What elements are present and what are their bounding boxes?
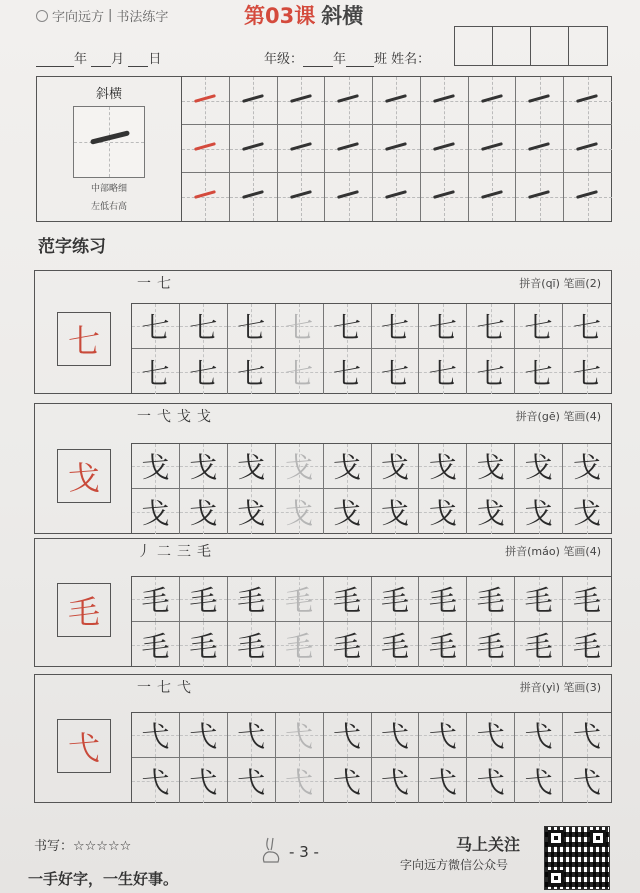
char-block: [34, 403, 612, 534]
model-character: 戈: [57, 449, 111, 503]
practice-cell[interactable]: [419, 444, 467, 489]
practice-cell[interactable]: [419, 489, 467, 534]
practice-char: 弋: [237, 765, 266, 799]
practice-cell[interactable]: [132, 577, 180, 622]
stroke-cell[interactable]: [278, 77, 326, 125]
practice-cell[interactable]: [372, 489, 420, 534]
stroke-demo: [37, 77, 182, 221]
lesson-title: [244, 0, 363, 30]
stroke-count: 笔画(3): [563, 681, 601, 694]
practice-char: 弋: [141, 765, 170, 799]
practice-cell[interactable]: [228, 758, 276, 803]
stroke-order: 一弋戈戈: [137, 409, 217, 425]
practice-char: 毛: [189, 584, 218, 617]
char-block: [34, 538, 612, 667]
practice-char: 毛: [428, 629, 457, 663]
practice-char: 戈: [285, 496, 314, 530]
practice-cell[interactable]: [372, 444, 420, 489]
practice-cell[interactable]: [324, 758, 372, 803]
practice-char: 七: [476, 356, 505, 390]
practice-cell[interactable]: [563, 489, 611, 534]
motto: 一手好字，一生好事。: [28, 870, 179, 888]
stroke-cell[interactable]: [516, 173, 564, 221]
stroke-order: 丿二三毛: [137, 544, 217, 560]
practice-cell[interactable]: [276, 622, 324, 667]
stroke-cell[interactable]: [564, 173, 612, 221]
practice-char: 弋: [285, 720, 314, 753]
practice-cell[interactable]: [467, 349, 515, 394]
practice-cell[interactable]: [515, 577, 563, 622]
practice-cell[interactable]: [180, 622, 228, 667]
stroke-cell[interactable]: [325, 173, 373, 221]
practice-cell[interactable]: [515, 489, 563, 534]
stroke-cell[interactable]: [469, 77, 517, 125]
rating: 书写：☆☆☆☆☆: [34, 839, 132, 854]
practice-char: 毛: [285, 584, 314, 617]
practice-char: 戈: [380, 451, 409, 484]
practice-char: 戈: [476, 451, 505, 484]
char-meta: [516, 408, 601, 424]
practice-char: 弋: [428, 720, 457, 753]
practice-char: 弋: [189, 720, 218, 753]
practice-cell[interactable]: [132, 444, 180, 489]
practice-char: 戈: [237, 451, 266, 484]
practice-char: 毛: [573, 584, 602, 617]
stroke-cell[interactable]: [373, 125, 421, 173]
practice-char: 弋: [573, 720, 602, 753]
practice-char: 戈: [333, 496, 362, 530]
practice-cell[interactable]: [372, 577, 420, 622]
practice-char: 七: [237, 311, 266, 344]
practice-cell[interactable]: [563, 622, 611, 667]
practice-char: 毛: [524, 584, 553, 617]
practice-cell[interactable]: [180, 349, 228, 394]
practice-char: 毛: [333, 629, 362, 663]
practice-char: 弋: [428, 765, 457, 799]
stroke-name: 斜横: [95, 87, 122, 102]
practice-cell[interactable]: [372, 622, 420, 667]
char-block: [34, 674, 612, 803]
practice-char: 七: [333, 311, 362, 344]
practice-char: 弋: [333, 765, 362, 799]
name-boxes[interactable]: [454, 26, 608, 66]
stroke-panel: [36, 76, 612, 222]
practice-char: 弋: [476, 765, 505, 799]
practice-char: 七: [428, 356, 457, 390]
practice-char: 弋: [380, 720, 409, 753]
practice-char: 毛: [285, 629, 314, 663]
stroke-count: 笔画(2): [563, 277, 601, 290]
practice-cell[interactable]: [276, 577, 324, 622]
practice-cell[interactable]: [563, 577, 611, 622]
practice-cell[interactable]: [324, 489, 372, 534]
stroke-cell[interactable]: [469, 173, 517, 221]
practice-cell[interactable]: [228, 349, 276, 394]
practice-cell[interactable]: [467, 622, 515, 667]
stroke-count: 笔画(4): [563, 545, 601, 558]
class-blank[interactable]: [346, 53, 374, 67]
stroke-note-1: 中部略细: [90, 184, 127, 194]
brand-circle-icon: [36, 10, 48, 22]
practice-char: 弋: [333, 720, 362, 753]
practice-cell[interactable]: [372, 349, 420, 394]
practice-char: 戈: [524, 496, 553, 530]
practice-char: 七: [333, 356, 362, 390]
practice-cell[interactable]: [467, 444, 515, 489]
practice-cell[interactable]: [228, 713, 276, 758]
char-meta: [519, 275, 601, 291]
practice-cell[interactable]: [132, 622, 180, 667]
practice-char: 戈: [428, 451, 457, 484]
practice-char: 毛: [524, 629, 553, 663]
practice-cell[interactable]: [563, 304, 611, 349]
practice-char: 毛: [380, 584, 409, 617]
practice-char: 毛: [333, 584, 362, 617]
practice-cell[interactable]: [180, 304, 228, 349]
practice-char: 弋: [573, 765, 602, 799]
model-character: 七: [57, 312, 111, 366]
practice-char: 戈: [141, 451, 170, 484]
practice-cell[interactable]: [419, 758, 467, 803]
month-blank[interactable]: [91, 53, 111, 67]
brand-name-2: 书法练字: [116, 10, 169, 25]
practice-char: 七: [285, 356, 314, 390]
practice-char: 七: [285, 311, 314, 344]
practice-cell[interactable]: [180, 758, 228, 803]
wechat-text: 字向远方微信公众号: [400, 858, 509, 872]
practice-cell[interactable]: [228, 444, 276, 489]
practice-char: 七: [428, 311, 457, 344]
practice-char: 戈: [237, 496, 266, 530]
practice-char: 弋: [524, 720, 553, 753]
practice-char: 弋: [189, 765, 218, 799]
practice-char: 弋: [380, 765, 409, 799]
stroke-cell[interactable]: [182, 125, 230, 173]
practice-cell[interactable]: [228, 304, 276, 349]
practice-char: 戈: [428, 496, 457, 530]
brand-logo: 字向远方 | 书法练字: [36, 6, 168, 25]
practice-cell[interactable]: [324, 713, 372, 758]
practice-cell[interactable]: [324, 349, 372, 394]
day-blank[interactable]: [128, 53, 148, 67]
qr-code: [544, 826, 610, 890]
practice-char: 弋: [476, 720, 505, 753]
practice-cell[interactable]: [467, 577, 515, 622]
practice-cell[interactable]: [467, 489, 515, 534]
practice-char: 毛: [380, 629, 409, 663]
stroke-cell[interactable]: [564, 125, 612, 173]
practice-cell[interactable]: [515, 444, 563, 489]
practice-cell[interactable]: [515, 304, 563, 349]
stroke-cell[interactable]: [230, 77, 278, 125]
practice-cell[interactable]: [276, 758, 324, 803]
practice-char: 戈: [524, 451, 553, 484]
pinyin: 拼音(gē): [515, 410, 560, 423]
practice-char: 毛: [237, 584, 266, 617]
practice-char: 毛: [189, 629, 218, 663]
pinyin: 拼音(yì): [519, 681, 560, 694]
practice-cell[interactable]: [132, 489, 180, 534]
char-meta: [505, 543, 601, 559]
practice-cell[interactable]: [228, 577, 276, 622]
stroke-cell[interactable]: [278, 125, 326, 173]
practice-char: 弋: [524, 765, 553, 799]
stroke-cell[interactable]: [373, 77, 421, 125]
practice-cell[interactable]: [276, 489, 324, 534]
year-blank[interactable]: [36, 53, 74, 67]
practice-cell[interactable]: [372, 304, 420, 349]
stroke-cell[interactable]: [182, 77, 230, 125]
pinyin: 拼音(máo): [505, 545, 560, 558]
practice-cell[interactable]: [276, 444, 324, 489]
char-block: [34, 270, 612, 394]
practice-char: 毛: [476, 584, 505, 617]
char-meta: [520, 679, 601, 695]
practice-char: 弋: [141, 720, 170, 753]
stroke-cell[interactable]: [230, 125, 278, 173]
lesson-name: 斜横: [321, 4, 364, 28]
practice-cell[interactable]: [563, 758, 611, 803]
grade-blank[interactable]: [303, 53, 333, 67]
page-number: - 3 -: [289, 843, 319, 861]
practice-char: 戈: [573, 496, 602, 530]
practice-char: 毛: [573, 629, 602, 663]
practice-char: 毛: [476, 629, 505, 663]
practice-cell[interactable]: [228, 622, 276, 667]
practice-char: 戈: [573, 451, 602, 484]
practice-cell[interactable]: [467, 713, 515, 758]
practice-cell[interactable]: [132, 713, 180, 758]
practice-cell[interactable]: [276, 304, 324, 349]
practice-char: 七: [189, 311, 218, 344]
lesson-number: 第03课: [244, 4, 316, 28]
practice-char: 弋: [237, 720, 266, 753]
stroke-cell[interactable]: [230, 173, 278, 221]
stroke-demo-box: [73, 106, 145, 178]
stroke-cell[interactable]: [516, 125, 564, 173]
stroke-cell[interactable]: [182, 173, 230, 221]
practice-char: 戈: [476, 496, 505, 530]
practice-cell[interactable]: [372, 713, 420, 758]
stroke-cell[interactable]: [564, 77, 612, 125]
practice-cell[interactable]: [180, 489, 228, 534]
practice-grid[interactable]: [131, 576, 611, 667]
stroke-practice-grid[interactable]: [182, 77, 612, 221]
stroke-note-2: 左低右高: [90, 202, 127, 212]
practice-cell[interactable]: [132, 304, 180, 349]
practice-char: 七: [524, 356, 553, 390]
practice-cell[interactable]: [419, 577, 467, 622]
practice-char: 七: [524, 311, 553, 344]
stroke-cell[interactable]: [325, 125, 373, 173]
practice-char: 戈: [189, 451, 218, 484]
practice-char: 戈: [141, 496, 170, 530]
practice-char: 弋: [285, 765, 314, 799]
brand-name: 字向远方: [52, 10, 105, 25]
practice-cell[interactable]: [276, 349, 324, 394]
practice-char: 七: [380, 311, 409, 344]
practice-char: 七: [141, 356, 170, 390]
practice-char: 毛: [141, 584, 170, 617]
practice-cell[interactable]: [180, 713, 228, 758]
practice-cell[interactable]: [324, 304, 372, 349]
practice-cell[interactable]: [419, 713, 467, 758]
practice-char: 七: [476, 311, 505, 344]
practice-char: 毛: [237, 629, 266, 663]
stroke-cell[interactable]: [421, 173, 469, 221]
stroke-cell[interactable]: [516, 77, 564, 125]
practice-grid[interactable]: [131, 303, 611, 394]
stroke-cell[interactable]: [421, 77, 469, 125]
stroke-count: 笔画(4): [563, 410, 601, 423]
practice-cell[interactable]: [515, 622, 563, 667]
practice-char: 戈: [189, 496, 218, 530]
practice-cell[interactable]: [132, 349, 180, 394]
practice-char: 戈: [380, 496, 409, 530]
date-line: 年 月 日: [36, 48, 161, 67]
practice-char: 七: [141, 311, 170, 344]
stroke-cell[interactable]: [325, 77, 373, 125]
practice-char: 戈: [333, 451, 362, 484]
practice-cell[interactable]: [324, 622, 372, 667]
stroke-cell[interactable]: [278, 173, 326, 221]
practice-cell[interactable]: [180, 577, 228, 622]
practice-cell[interactable]: [467, 304, 515, 349]
practice-grid[interactable]: [131, 443, 611, 534]
practice-cell[interactable]: [180, 444, 228, 489]
practice-cell[interactable]: [515, 758, 563, 803]
practice-cell[interactable]: [563, 713, 611, 758]
practice-cell[interactable]: [515, 349, 563, 394]
practice-cell[interactable]: [372, 758, 420, 803]
practice-cell[interactable]: [228, 489, 276, 534]
practice-cell[interactable]: [276, 713, 324, 758]
practice-char: 七: [380, 356, 409, 390]
class-line: 年级： 年 班 姓名：: [264, 52, 431, 67]
practice-cell[interactable]: [515, 713, 563, 758]
practice-char: 七: [573, 311, 602, 344]
practice-cell[interactable]: [563, 444, 611, 489]
stroke-cell[interactable]: [469, 125, 517, 173]
model-character: 弋: [57, 719, 111, 773]
practice-grid[interactable]: [131, 712, 611, 803]
practice-cell[interactable]: [419, 349, 467, 394]
model-character: 毛: [57, 583, 111, 637]
stroke-order: 一七弋: [137, 680, 197, 696]
stroke-cell[interactable]: [421, 125, 469, 173]
practice-cell[interactable]: [132, 758, 180, 803]
practice-char: 毛: [428, 584, 457, 617]
section-title: 范字练习: [38, 237, 106, 257]
practice-cell[interactable]: [419, 304, 467, 349]
practice-char: 七: [237, 356, 266, 390]
practice-cell[interactable]: [324, 444, 372, 489]
practice-cell[interactable]: [467, 758, 515, 803]
pinyin: 拼音(qī): [519, 277, 560, 290]
practice-char: 戈: [285, 451, 314, 484]
practice-cell[interactable]: [563, 349, 611, 394]
practice-cell[interactable]: [324, 577, 372, 622]
stroke-order: 一七: [137, 276, 177, 292]
practice-char: 七: [189, 356, 218, 390]
follow-text: 马上关注: [456, 835, 521, 854]
practice-cell[interactable]: [419, 622, 467, 667]
stroke-cell[interactable]: [373, 173, 421, 221]
practice-char: 七: [573, 356, 602, 390]
practice-char: 毛: [141, 629, 170, 663]
